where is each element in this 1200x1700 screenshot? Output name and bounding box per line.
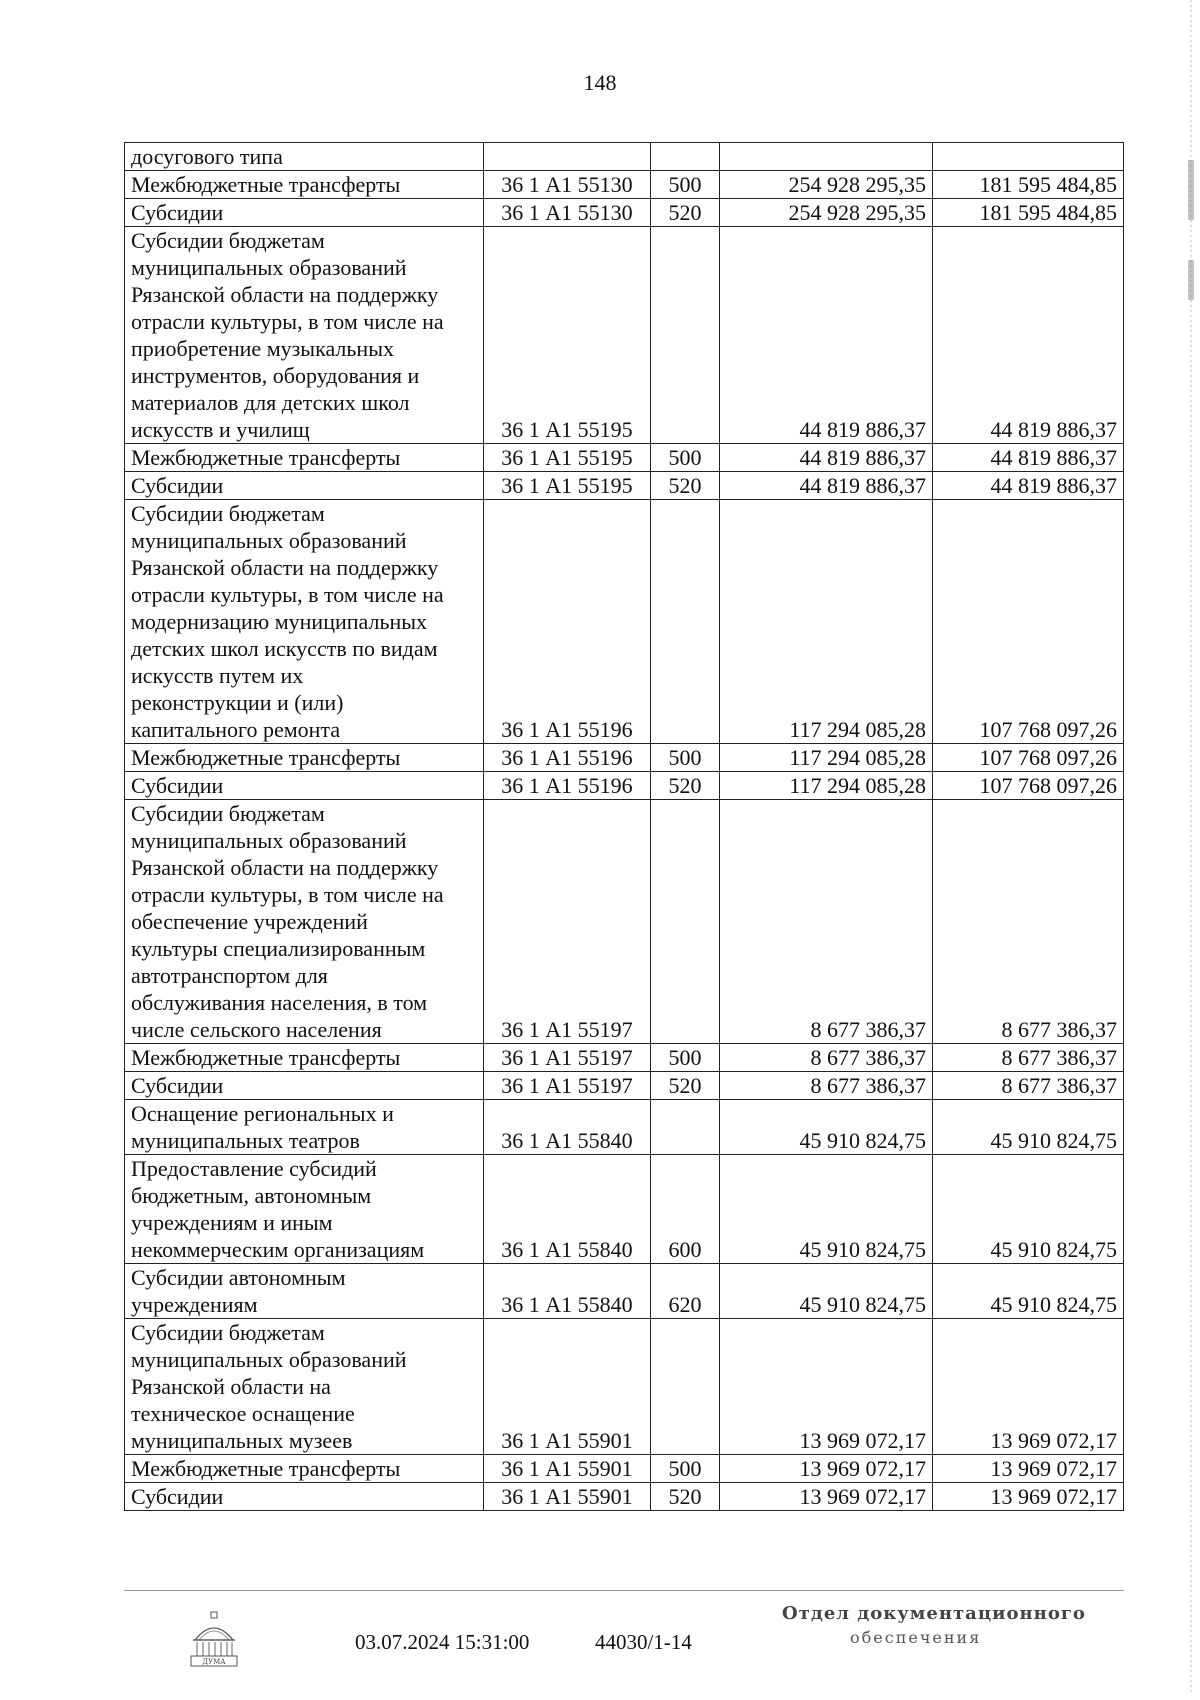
row-amount-2-text: 44 819 886,37 bbox=[990, 417, 1117, 442]
row-amount-2-text: 45 910 824,75 bbox=[990, 1128, 1117, 1153]
row-name-text: Субсидии бюджетам муниципальных образований Рязанской области на поддержку отрасли культуры, в том числе на обеспечение учреждений культуры специализированным автотранспортом для обслуживания населения, в том числе сельского населения bbox=[131, 801, 444, 1042]
row-name-cell bbox=[125, 171, 484, 199]
budget-table-body bbox=[125, 143, 1124, 1511]
row-expense-type-text: 500 bbox=[668, 172, 702, 197]
row-amount-1-text: 254 928 295,35 bbox=[788, 172, 926, 197]
row-code-text: 36 1 А1 55840 bbox=[501, 1237, 633, 1262]
row-code-cell bbox=[484, 1455, 651, 1483]
row-name-text: Межбюджетные трансферты bbox=[131, 1045, 401, 1070]
row-name-cell bbox=[125, 472, 484, 500]
table-row bbox=[125, 227, 1124, 444]
row-amount-1-cell bbox=[720, 143, 933, 171]
row-amount-1-cell bbox=[720, 199, 933, 227]
row-name-text: Субсидии бюджетам муниципальных образований Рязанской области на поддержку отрасли культуры, в том числе на модернизацию муниципальных детских школ искусств по видам искусств путем их реконструкции и (или) капитального ремонта bbox=[131, 501, 444, 742]
row-code-text: 36 1 А1 55840 bbox=[501, 1292, 633, 1317]
row-code-text: 36 1 А1 55196 bbox=[501, 773, 633, 798]
row-expense-type-cell bbox=[651, 227, 720, 444]
row-code-text: 36 1 А1 55195 bbox=[501, 445, 633, 470]
table-row bbox=[125, 1319, 1124, 1455]
row-amount-1-text: 117 294 085,28 bbox=[789, 745, 926, 770]
row-amount-1-text: 8 677 386,37 bbox=[810, 1073, 926, 1098]
row-amount-2-cell bbox=[933, 1455, 1124, 1483]
row-amount-2-cell bbox=[933, 800, 1124, 1044]
row-expense-type-text: 500 bbox=[668, 1456, 702, 1481]
table-row bbox=[125, 1264, 1124, 1319]
row-code-cell bbox=[484, 772, 651, 800]
row-name-cell bbox=[125, 1155, 484, 1264]
table-row bbox=[125, 1072, 1124, 1100]
row-name-text: Субсидии бюджетам муниципальных образований Рязанской области на техническое оснащение муниципальных музеев bbox=[131, 1320, 407, 1453]
row-expense-type-cell bbox=[651, 1072, 720, 1100]
row-expense-type-cell bbox=[651, 1100, 720, 1155]
row-amount-2-cell bbox=[933, 744, 1124, 772]
row-expense-type-text: 520 bbox=[668, 1073, 702, 1098]
row-expense-type-text: 620 bbox=[668, 1292, 702, 1317]
table-row bbox=[125, 1455, 1124, 1483]
row-name-text: Субсидии автономным учреждениям bbox=[131, 1265, 346, 1317]
row-name-cell bbox=[125, 1072, 484, 1100]
row-name-cell bbox=[125, 1455, 484, 1483]
row-name-cell bbox=[125, 1483, 484, 1511]
row-name-cell bbox=[125, 1319, 484, 1455]
row-code-cell bbox=[484, 1155, 651, 1264]
row-name-text: Субсидии bbox=[131, 200, 224, 225]
page-number: 148 bbox=[583, 70, 617, 95]
row-code-text: 36 1 А1 55197 bbox=[501, 1017, 633, 1042]
row-expense-type-cell bbox=[651, 1455, 720, 1483]
row-name-cell bbox=[125, 500, 484, 744]
row-expense-type-cell bbox=[651, 772, 720, 800]
row-amount-2-text: 13 969 072,17 bbox=[990, 1484, 1117, 1509]
row-amount-2-text: 44 819 886,37 bbox=[990, 473, 1117, 498]
stamp-line-2: обеспечения bbox=[850, 1628, 982, 1647]
row-code-cell bbox=[484, 143, 651, 171]
row-amount-2-cell bbox=[933, 1483, 1124, 1511]
row-code-text: 36 1 А1 55197 bbox=[501, 1073, 633, 1098]
row-amount-2-cell bbox=[933, 1072, 1124, 1100]
row-name-text: Субсидии бюджетам муниципальных образований Рязанской области на поддержку отрасли культуры, в том числе на приобретение музыкальных инструментов, оборудования и материалов для детских школ искусств и училищ bbox=[131, 228, 444, 442]
row-expense-type-cell bbox=[651, 199, 720, 227]
row-amount-2-text: 45 910 824,75 bbox=[990, 1237, 1117, 1262]
row-name-cell bbox=[125, 199, 484, 227]
scan-edge-artifact bbox=[1186, 0, 1196, 1695]
row-amount-1-text: 8 677 386,37 bbox=[810, 1017, 926, 1042]
row-amount-1-text: 44 819 886,37 bbox=[799, 417, 926, 442]
row-amount-2-text: 13 969 072,17 bbox=[990, 1456, 1117, 1481]
row-name-text: Межбюджетные трансферты bbox=[131, 172, 401, 197]
row-code-text: 36 1 А1 55901 bbox=[501, 1456, 633, 1481]
row-amount-1-cell bbox=[720, 171, 933, 199]
row-amount-2-cell bbox=[933, 772, 1124, 800]
row-amount-1-text: 13 969 072,17 bbox=[799, 1484, 926, 1509]
row-amount-2-text: 44 819 886,37 bbox=[990, 445, 1117, 470]
row-code-text: 36 1 А1 55130 bbox=[501, 172, 633, 197]
row-expense-type-cell bbox=[651, 1155, 720, 1264]
footer-date: 03.07.2024 15:31:00 bbox=[355, 1630, 530, 1654]
row-amount-2-cell bbox=[933, 1264, 1124, 1319]
row-amount-2-cell bbox=[933, 500, 1124, 744]
row-name-text: Межбюджетные трансферты bbox=[131, 445, 401, 470]
row-expense-type-cell bbox=[651, 444, 720, 472]
row-name-text: Субсидии bbox=[131, 1484, 224, 1509]
row-amount-1-text: 8 677 386,37 bbox=[810, 1045, 926, 1070]
row-code-text: 36 1 А1 55195 bbox=[501, 417, 633, 442]
row-code-cell bbox=[484, 1072, 651, 1100]
row-code-cell bbox=[484, 444, 651, 472]
row-name-cell bbox=[125, 1044, 484, 1072]
row-name-text: Межбюджетные трансферты bbox=[131, 745, 401, 770]
row-amount-1-cell bbox=[720, 444, 933, 472]
row-amount-2-text: 45 910 824,75 bbox=[990, 1292, 1117, 1317]
row-name-text: Субсидии bbox=[131, 773, 224, 798]
row-expense-type-text: 520 bbox=[668, 1484, 702, 1509]
row-amount-1-text: 45 910 824,75 bbox=[799, 1128, 926, 1153]
row-amount-2-cell bbox=[933, 1319, 1124, 1455]
row-code-cell bbox=[484, 744, 651, 772]
row-amount-1-text: 44 819 886,37 bbox=[799, 445, 926, 470]
row-amount-2-cell bbox=[933, 1044, 1124, 1072]
row-code-cell bbox=[484, 227, 651, 444]
row-amount-1-cell bbox=[720, 472, 933, 500]
row-amount-1-cell bbox=[720, 500, 933, 744]
row-amount-2-text: 107 768 097,26 bbox=[979, 745, 1117, 770]
table-row bbox=[125, 744, 1124, 772]
row-amount-2-cell bbox=[933, 143, 1124, 171]
row-amount-2-cell bbox=[933, 171, 1124, 199]
row-code-cell bbox=[484, 1264, 651, 1319]
row-expense-type-cell bbox=[651, 1044, 720, 1072]
row-amount-2-cell bbox=[933, 1155, 1124, 1264]
row-amount-1-cell bbox=[720, 800, 933, 1044]
row-expense-type-cell bbox=[651, 1319, 720, 1455]
row-name-cell bbox=[125, 227, 484, 444]
duma-emblem-icon bbox=[185, 1610, 243, 1670]
row-amount-2-text: 8 677 386,37 bbox=[1001, 1045, 1117, 1070]
row-amount-1-text: 13 969 072,17 bbox=[799, 1456, 926, 1481]
row-name-cell bbox=[125, 800, 484, 1044]
row-amount-2-text: 8 677 386,37 bbox=[1001, 1073, 1117, 1098]
row-name-text: Предоставление субсидий бюджетным, автономным учреждениям и иным некоммерческим организациям bbox=[131, 1156, 425, 1262]
row-amount-1-text: 45 910 824,75 bbox=[799, 1237, 926, 1262]
row-amount-1-text: 117 294 085,28 bbox=[789, 773, 926, 798]
row-expense-type-cell bbox=[651, 472, 720, 500]
row-code-text: 36 1 А1 55901 bbox=[501, 1428, 633, 1453]
row-name-text: Субсидии bbox=[131, 1073, 224, 1098]
row-name-text: досугового типа bbox=[131, 144, 283, 169]
table-row bbox=[125, 143, 1124, 171]
row-expense-type-text: 520 bbox=[668, 473, 702, 498]
row-amount-1-cell bbox=[720, 1455, 933, 1483]
row-expense-type-cell bbox=[651, 1483, 720, 1511]
row-amount-1-cell bbox=[720, 1100, 933, 1155]
row-amount-2-cell bbox=[933, 199, 1124, 227]
row-amount-2-cell bbox=[933, 472, 1124, 500]
row-amount-1-cell bbox=[720, 227, 933, 444]
row-amount-2-text: 181 595 484,85 bbox=[979, 200, 1117, 225]
stamp-line-1: Отдел документационного bbox=[782, 1603, 1086, 1624]
row-name-text: Субсидии bbox=[131, 473, 224, 498]
table-row bbox=[125, 472, 1124, 500]
row-code-cell bbox=[484, 472, 651, 500]
table-row bbox=[125, 1100, 1124, 1155]
row-amount-1-text: 45 910 824,75 bbox=[799, 1292, 926, 1317]
row-amount-1-cell bbox=[720, 1044, 933, 1072]
table-row bbox=[125, 1044, 1124, 1072]
row-name-cell bbox=[125, 772, 484, 800]
row-code-cell bbox=[484, 171, 651, 199]
row-expense-type-text: 600 bbox=[668, 1237, 702, 1262]
row-amount-1-text: 44 819 886,37 bbox=[799, 473, 926, 498]
row-amount-2-text: 8 677 386,37 bbox=[1001, 1017, 1117, 1042]
budget-table-wrapper bbox=[124, 142, 1124, 1511]
logo-text: ДУМА bbox=[202, 1658, 226, 1666]
row-expense-type-cell bbox=[651, 1264, 720, 1319]
table-row bbox=[125, 800, 1124, 1044]
footer-doc-number: 44030/1-14 bbox=[595, 1630, 692, 1654]
row-expense-type-text: 500 bbox=[668, 745, 702, 770]
row-amount-2-cell bbox=[933, 444, 1124, 472]
row-name-cell bbox=[125, 1264, 484, 1319]
row-amount-1-cell bbox=[720, 1319, 933, 1455]
row-expense-type-text: 500 bbox=[668, 445, 702, 470]
row-code-cell bbox=[484, 500, 651, 744]
row-code-text: 36 1 А1 55195 bbox=[501, 473, 633, 498]
row-amount-2-text: 181 595 484,85 bbox=[979, 172, 1117, 197]
row-amount-1-cell bbox=[720, 1264, 933, 1319]
row-code-text: 36 1 А1 55196 bbox=[501, 717, 633, 742]
row-expense-type-cell bbox=[651, 744, 720, 772]
row-amount-1-cell bbox=[720, 772, 933, 800]
row-amount-1-text: 117 294 085,28 bbox=[789, 717, 926, 742]
row-expense-type-cell bbox=[651, 171, 720, 199]
footer-divider bbox=[124, 1590, 1124, 1591]
table-row bbox=[125, 772, 1124, 800]
row-code-text: 36 1 А1 55196 bbox=[501, 745, 633, 770]
row-expense-type-text: 520 bbox=[668, 200, 702, 225]
row-amount-2-cell bbox=[933, 227, 1124, 444]
row-expense-type-text: 520 bbox=[668, 773, 702, 798]
budget-table bbox=[124, 142, 1124, 1511]
table-row bbox=[125, 500, 1124, 744]
row-amount-1-cell bbox=[720, 1072, 933, 1100]
row-amount-1-text: 254 928 295,35 bbox=[788, 200, 926, 225]
row-amount-2-text: 13 969 072,17 bbox=[990, 1428, 1117, 1453]
row-expense-type-cell bbox=[651, 143, 720, 171]
row-amount-1-cell bbox=[720, 744, 933, 772]
table-row bbox=[125, 1483, 1124, 1511]
row-amount-1-text: 13 969 072,17 bbox=[799, 1428, 926, 1453]
row-amount-2-text: 107 768 097,26 bbox=[979, 773, 1117, 798]
row-amount-2-cell bbox=[933, 1100, 1124, 1155]
row-code-text: 36 1 А1 55901 bbox=[501, 1484, 633, 1509]
row-expense-type-cell bbox=[651, 800, 720, 1044]
table-row bbox=[125, 1155, 1124, 1264]
row-name-cell bbox=[125, 744, 484, 772]
row-code-text: 36 1 А1 55130 bbox=[501, 200, 633, 225]
row-expense-type-text: 500 bbox=[668, 1045, 702, 1070]
row-code-cell bbox=[484, 1100, 651, 1155]
row-code-cell bbox=[484, 1319, 651, 1455]
row-name-text: Оснащение региональных и муниципальных театров bbox=[131, 1101, 394, 1153]
row-expense-type-cell bbox=[651, 500, 720, 744]
row-name-cell bbox=[125, 1100, 484, 1155]
table-row bbox=[125, 444, 1124, 472]
table-row bbox=[125, 171, 1124, 199]
row-code-cell bbox=[484, 1483, 651, 1511]
row-code-cell bbox=[484, 199, 651, 227]
row-amount-2-text: 107 768 097,26 bbox=[979, 717, 1117, 742]
row-name-cell bbox=[125, 444, 484, 472]
row-code-text: 36 1 А1 55197 bbox=[501, 1045, 633, 1070]
row-code-text: 36 1 А1 55840 bbox=[501, 1128, 633, 1153]
row-amount-1-cell bbox=[720, 1155, 933, 1264]
table-row bbox=[125, 199, 1124, 227]
row-name-text: Межбюджетные трансферты bbox=[131, 1456, 401, 1481]
row-code-cell bbox=[484, 800, 651, 1044]
row-code-cell bbox=[484, 1044, 651, 1072]
row-name-cell bbox=[125, 143, 484, 171]
row-amount-1-cell bbox=[720, 1483, 933, 1511]
